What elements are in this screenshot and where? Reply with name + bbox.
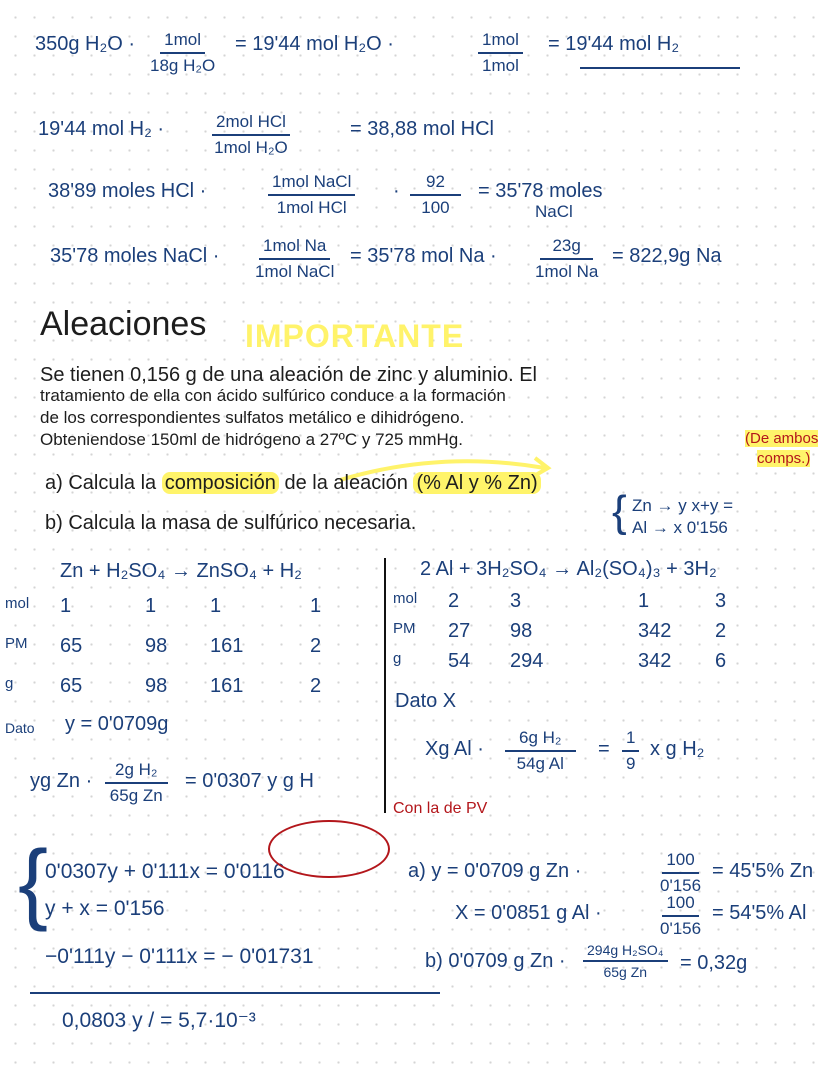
- fraction: [535, 236, 598, 282]
- calc-line3-start: 38'89 moles HCl ·: [48, 180, 207, 202]
- problem-line: Se tienen 0,156 g de una aleación de zinc y aluminio. El: [40, 364, 538, 386]
- calc-line4-start: 35'78 moles NaCl ·: [50, 245, 220, 267]
- denominator: 65g Zn: [603, 964, 648, 980]
- table-cell: 161: [210, 635, 244, 657]
- table-cell: 342: [638, 650, 672, 672]
- important-label: IMPORTANTE: [245, 318, 465, 354]
- table-cell: 3: [510, 590, 522, 612]
- question-a-text: a) Calcula la: [45, 472, 157, 494]
- table-cell: 2: [715, 620, 727, 642]
- section-title: Aleaciones: [40, 305, 207, 343]
- question-b: b) Calcula la masa de sulfúrico necesaria.: [45, 512, 417, 534]
- table-cell: 65: [60, 675, 83, 697]
- row-label: PM: [5, 635, 28, 652]
- brace: {: [612, 487, 627, 536]
- calc-line1-result: = 19'44 mol H₂: [548, 33, 680, 55]
- numerator: 2mol HCl: [212, 112, 290, 136]
- denominator: 18g H₂O: [150, 56, 216, 75]
- table-cell: 27: [448, 620, 471, 642]
- system-eq1: 0'0307y + 0'111x = 0'0116: [45, 860, 285, 883]
- fraction: [622, 728, 639, 774]
- system-result: 0,0803 y / = 5,7·10⁻³: [62, 1009, 256, 1032]
- row-label: g: [5, 675, 14, 692]
- row-label: PM: [393, 620, 416, 637]
- answer-a1: a) y = 0'0709 g Zn ·: [408, 860, 582, 882]
- highlight: (% Al y % Zn): [413, 472, 540, 494]
- table-cell: 1: [60, 595, 72, 617]
- answer-b-result: = 0,32g: [680, 952, 748, 974]
- question-a-text: de la aleación: [284, 472, 408, 494]
- table-cell: 1: [145, 595, 157, 617]
- numerator: 23g: [540, 236, 592, 260]
- table-cell: 2: [310, 635, 322, 657]
- fraction: [212, 112, 290, 158]
- fraction: [478, 30, 523, 76]
- zn-calc-result: = 0'0307 y g H: [185, 770, 314, 792]
- highlight: composición: [162, 472, 279, 494]
- numerator: 100: [662, 850, 698, 874]
- row-label: g: [393, 650, 402, 667]
- dato-value: Dato X: [395, 690, 457, 712]
- answer-b: b) 0'0709 g Zn ·: [425, 950, 566, 972]
- table-cell: 98: [510, 620, 533, 642]
- fraction: [105, 760, 168, 806]
- numerator: 1mol: [160, 30, 205, 54]
- variable-def: Zn → y x+y =: [632, 496, 734, 515]
- pv-note: Con la de PV: [393, 800, 488, 817]
- note: comps.): [757, 450, 811, 467]
- denominator: 0'156: [660, 919, 702, 938]
- numerator: 294g H₂SO₄: [583, 942, 668, 962]
- note: (De ambos: [745, 430, 819, 447]
- table-cell: 161: [210, 675, 244, 697]
- calc-line4-mid: = 35'78 mol Na ·: [350, 245, 497, 267]
- system-eq3: −0'111y − 0'111x = − 0'01731: [45, 945, 314, 968]
- column-divider: [384, 558, 386, 813]
- numerator: 100: [662, 893, 698, 917]
- fraction: [150, 30, 215, 76]
- numerator: 1: [622, 728, 639, 752]
- sum-line: [30, 992, 440, 994]
- dato-value: y = 0'0709g: [65, 713, 169, 735]
- fraction: [505, 728, 576, 774]
- table-cell: 54: [448, 650, 471, 672]
- answer-a1-result: = 45'5% Zn: [712, 860, 814, 882]
- table-cell: 65: [60, 635, 83, 657]
- highlight-circle: [268, 820, 390, 878]
- numerator: 92: [410, 172, 461, 196]
- problem-line: tratamiento de ella con ácido sulfúrico conduce a la formación: [40, 386, 506, 405]
- row-label: mol: [5, 595, 30, 612]
- variable-def: Al → x 0'156: [632, 518, 728, 537]
- result-underline: [580, 67, 740, 69]
- denominator: 9: [626, 754, 636, 773]
- dot: ·: [393, 180, 400, 202]
- calc-line4-result: = 822,9g Na: [612, 245, 722, 267]
- fraction: [660, 893, 701, 939]
- row-label: mol: [393, 590, 418, 607]
- table-cell: 1: [210, 595, 222, 617]
- fraction: [583, 942, 668, 980]
- table-cell: 1: [310, 595, 322, 617]
- denominator: 1mol NaCl: [255, 262, 335, 281]
- table-cell: 294: [510, 650, 544, 672]
- zinc-equation: Zn + H₂SO₄ → ZnSO₄ + H₂: [60, 560, 302, 582]
- denominator: 1mol: [482, 56, 519, 75]
- denominator: 1mol Na: [535, 262, 599, 281]
- answer-a2: X = 0'0851 g Al ·: [455, 902, 602, 924]
- calc-line1-start: 350g H₂O ·: [35, 33, 136, 55]
- table-cell: 342: [638, 620, 672, 642]
- fraction: [410, 172, 461, 218]
- denominator: 1mol H₂O: [214, 138, 288, 157]
- calc-line3-unit: NaCl: [535, 202, 573, 221]
- table-cell: 2: [310, 675, 322, 697]
- numerator: 2g H₂: [105, 760, 168, 784]
- denominator: 0'156: [660, 876, 702, 895]
- denominator: 1mol HCl: [276, 198, 347, 217]
- numerator: 1mol: [478, 30, 523, 54]
- table-cell: 3: [715, 590, 727, 612]
- problem-line: de los correspondientes sulfatos metálico e dihidrógeno.: [40, 408, 465, 427]
- zn-calc-start: yg Zn ·: [30, 770, 93, 792]
- calc-line1-mid: = 19'44 mol H₂O ·: [235, 33, 394, 55]
- numerator: 1mol NaCl: [268, 172, 355, 196]
- dato-label: Dato: [5, 720, 35, 736]
- numerator: 1mol Na: [259, 236, 330, 260]
- numerator: 6g H₂: [505, 728, 576, 752]
- system-eq2: y + x = 0'156: [45, 897, 165, 920]
- al-calc-start: Xg Al ·: [425, 738, 484, 760]
- answer-a2-result: = 54'5% Al: [712, 902, 807, 924]
- calc-line2-start: 19'44 mol H₂ ·: [38, 118, 165, 140]
- fraction: [268, 172, 355, 218]
- brace: {: [18, 833, 49, 933]
- denominator: 54g Al: [516, 754, 564, 773]
- table-cell: 98: [145, 675, 168, 697]
- table-cell: 2: [448, 590, 460, 612]
- denominator: 100: [421, 198, 450, 217]
- table-cell: 6: [715, 650, 727, 672]
- fraction: [255, 236, 334, 282]
- aluminium-equation: 2 Al + 3H₂SO₄ → Al₂(SO₄)₃ + 3H₂: [420, 558, 717, 580]
- calc-line3-result: = 35'78 moles: [478, 180, 603, 202]
- equals: =: [598, 738, 610, 760]
- table-cell: 1: [638, 590, 650, 612]
- al-calc-result: x g H₂: [650, 738, 705, 760]
- question-a: [45, 472, 541, 495]
- fraction: [660, 850, 701, 896]
- denominator: 65g Zn: [109, 786, 163, 805]
- calc-line2-result: = 38,88 mol HCl: [350, 118, 494, 140]
- table-cell: 98: [145, 635, 168, 657]
- problem-line: Obteniendose 150ml de hidrógeno a 27ºC y 725 mmHg.: [40, 430, 463, 449]
